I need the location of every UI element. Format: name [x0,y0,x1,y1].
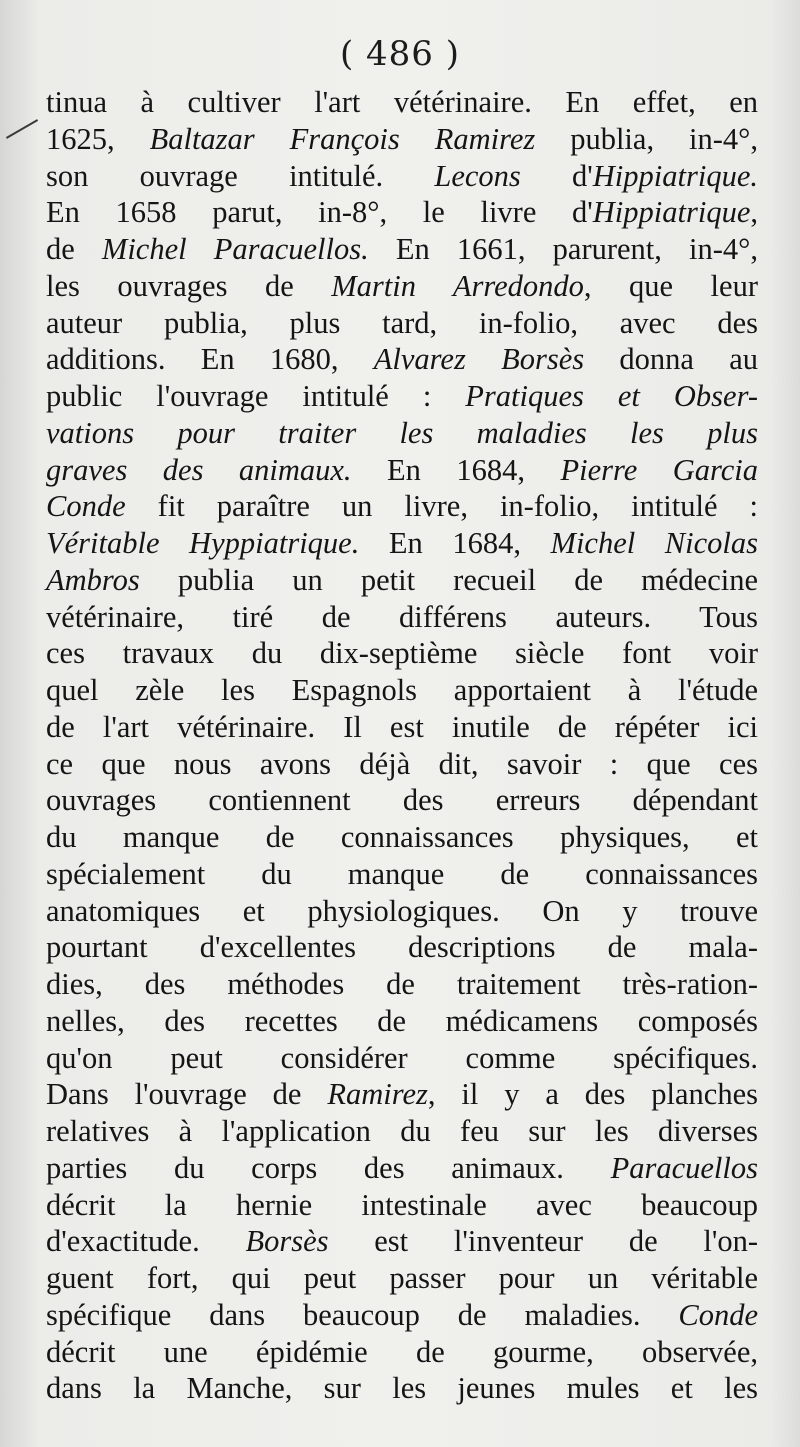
text-run: En 1661, parurent, in-4°, [368,232,758,266]
text-run: fit paraître un livre, in-folio, intitulé : [125,489,758,524]
text-run: son ouvrage intitulé. [46,158,435,193]
text-run: d'exactitude. [46,1224,246,1259]
italic-text: Conde [46,489,126,524]
text-line [46,1297,758,1334]
text-run: de [46,232,102,266]
text-line [46,1076,758,1113]
text-run: donna au [584,342,758,377]
text-run: , il y a des planches [427,1077,758,1112]
text-line [46,1260,758,1297]
text-run: 1625, [46,121,150,156]
text-line [46,1003,758,1040]
text-run: Dans l'ouvrage de [46,1077,328,1112]
text-line [46,1187,758,1224]
text-run: spécialement du manque de connaissances [46,856,758,891]
body-text [46,84,758,1407]
italic-text: Michel Nicolas [550,526,758,560]
italic-text: Lecons [434,158,521,193]
text-run: parties du corps des animaux. [46,1150,611,1185]
italic-text: Michel Paracuellos. [101,232,369,266]
text-line [46,1334,758,1371]
text-run: En 1684, [351,452,561,487]
italic-text: Borsès [245,1224,329,1259]
text-line [46,1150,758,1187]
text-line [46,1040,758,1077]
text-line [46,121,758,158]
text-run: ces travaux du dix-septième siècle font voir [46,636,758,671]
text-line [46,819,758,856]
text-run: les ouvrages de [46,268,332,303]
text-run: est l'inventeur de l'on- [328,1224,758,1259]
text-run: , [750,195,758,230]
italic-text: Baltazar François Ramirez [149,121,536,156]
text-run: guent fort, qui peut passer pour un véritable [46,1261,758,1295]
text-run: publia un petit recueil de médecine [139,562,758,597]
italic-text: Pierre Garcia [560,452,758,487]
text-run: ce que nous avons déjà dit, savoir : que ces [46,746,758,781]
margin-pen-mark [6,119,38,139]
italic-text: Pratiques et Obser- [465,379,758,413]
text-run: tinua à cultiver l'art vétérinaire. En effet, en [46,85,758,119]
italic-text: vations pour traiter les maladies les plus [46,415,758,450]
text-run: de l'art vétérinaire. Il est inutile de répéter ici [46,709,758,744]
text-line [46,672,758,709]
text-line [46,782,758,819]
text-line [46,341,758,378]
text-line [46,635,758,672]
text-line [46,1370,758,1407]
text-run: anatomiques et physiologiques. On y trouve [46,893,758,928]
text-line [46,158,758,195]
italic-text: Ambros [46,562,140,597]
text-line [46,746,758,783]
text-line [46,415,758,452]
text-run: spécifique dans beaucoup de maladies. [46,1297,679,1332]
italic-text: Martin Arredondo [331,268,584,303]
text-run: auteur publia, plus tard, in-folio, avec des [46,305,758,340]
text-line [46,709,758,746]
text-run: publia, in-4°, [535,121,758,156]
text-line [46,525,758,562]
italic-text: Véritable Hyppiatrique. [46,526,360,560]
italic-text: Conde [678,1297,758,1332]
italic-text: Hippiatrique. [592,158,758,193]
text-line [46,599,758,636]
text-run: décrit la hernie intestinale avec beaucoup [46,1187,758,1222]
text-line [46,929,758,966]
text-line [46,1113,758,1150]
text-run: quel zèle les Espagnols apportaient à l'étude [46,673,758,707]
text-run: relatives à l'application du feu sur les diverses [46,1114,758,1148]
text-line [46,893,758,930]
text-run: d' [520,158,593,193]
italic-text: Ramirez [327,1077,428,1112]
text-line [46,84,758,121]
text-run: En 1658 parut, in-8°, le livre d' [46,195,593,230]
text-run: En 1684, [359,526,551,560]
text-run: du manque de connaissances physiques, et [46,820,758,854]
text-run: nelles, des recettes de médicamens composés [46,1003,758,1038]
text-line [46,231,758,268]
text-line [46,856,758,893]
text-run: additions. En 1680, [46,342,374,377]
text-run: dies, des méthodes de traitement très-ration- [46,967,758,1001]
italic-text: Paracuellos [610,1150,758,1185]
text-line [46,305,758,342]
text-line [46,194,758,231]
text-run: qu'on peut considérer comme spécifiques. [46,1040,758,1075]
text-line [46,1223,758,1260]
page-number: ( 486 ) [339,34,461,74]
text-line [46,562,758,599]
text-line [46,452,758,489]
italic-text: Alvarez Borsès [373,342,585,377]
text-run: pourtant d'excellentes descriptions de mala- [46,930,758,965]
italic-text: graves des animaux. [46,452,352,487]
text-line [46,488,758,525]
text-run: dans la Manche, sur les jeunes mules et les [46,1371,758,1406]
text-line [46,378,758,415]
text-run: décrit une épidémie de gourme, observée, [46,1334,758,1369]
text-run: public l'ouvrage intitulé : [46,379,466,413]
text-run: , que leur [583,268,758,303]
text-run: vétérinaire, tiré de différens auteurs. Tous [46,599,758,634]
text-run: ouvrages contiennent des erreurs dépendant [46,783,758,818]
italic-text: Hippiatrique [592,195,751,230]
text-line [46,966,758,1003]
text-line [46,268,758,305]
